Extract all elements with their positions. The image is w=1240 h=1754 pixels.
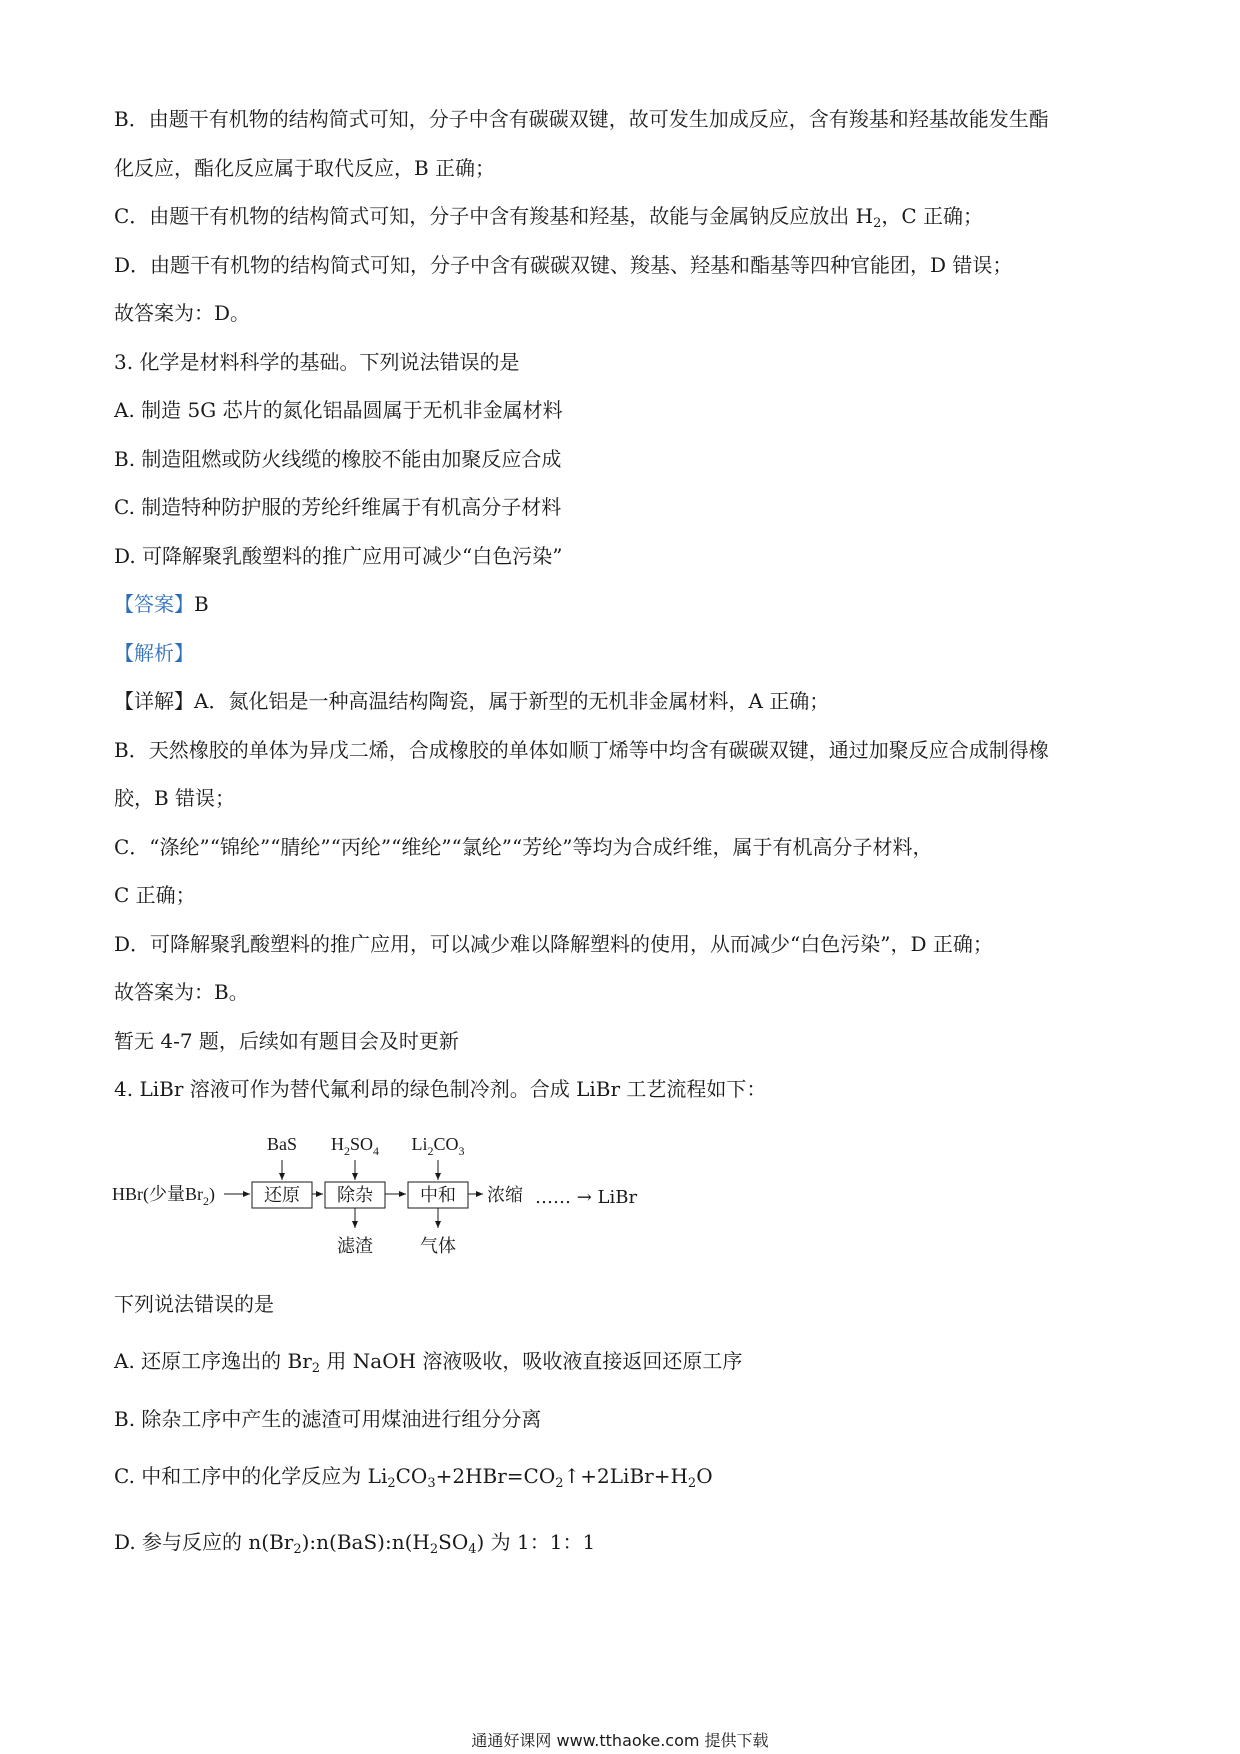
- flow-svg: [112, 1130, 532, 1270]
- option-a: A. 制造 5G 芯片的氮化铝晶圆属于无机非金属材料: [114, 398, 563, 422]
- reagent-li2co3: [411, 1134, 464, 1158]
- q4-option-d: [114, 1528, 595, 1564]
- t: A. 还原工序逸出的 Br: [114, 1349, 312, 1373]
- t: D. 参与反应的 n(Br: [114, 1530, 294, 1554]
- process-flow-diagram: [112, 1130, 532, 1270]
- text-line: 化反应，酯化反应属于取代反应，B 正确；: [114, 156, 496, 180]
- text-line: B．由题干有机物的结构简式可知，分子中含有碳碳双键，故可发生加成反应，含有羧基和羟基故能发生酯: [114, 107, 1049, 131]
- text-line: [114, 202, 983, 238]
- answer-label: 【答案】: [114, 592, 194, 616]
- option-d: D. 可降解聚乳酸塑料的推广应用可减少“白色污染”: [114, 544, 563, 568]
- reagent-bas: BaS: [266, 1134, 298, 1154]
- q4-option-c: [114, 1462, 713, 1498]
- text-line: D．由题干有机物的结构简式可知，分子中含有碳碳双键、羧基、羟基和酯基等四种官能团，D 错误；: [114, 253, 1013, 277]
- sub: 2: [203, 1194, 209, 1208]
- t: O: [696, 1464, 713, 1488]
- text-line: 故答案为：D。: [114, 301, 251, 325]
- subscript: 2: [873, 216, 882, 231]
- question-4-prompt: 下列说法错误的是: [114, 1292, 274, 1316]
- analysis-label: 【解析】: [114, 641, 194, 665]
- question-3-stem: 3. 化学是材料科学的基础。下列说法错误的是: [114, 350, 520, 374]
- output-residue: 滤渣: [337, 1236, 373, 1256]
- text-part: C．由题干有机物的结构简式可知，分子中含有羧基和羟基，故能与金属钠反应放出 H: [114, 204, 874, 228]
- t: ↑+2LiBr+H: [563, 1464, 688, 1488]
- answer-value: B: [194, 592, 209, 616]
- detail-b2: 胶，B 错误；: [114, 786, 236, 810]
- sub: 4: [468, 1542, 477, 1557]
- text-part: ，C 正确；: [881, 204, 984, 228]
- sub: 2: [687, 1476, 697, 1491]
- t: Li: [411, 1134, 428, 1154]
- page-footer: 通通好课网 www.tthaoke.com 提供下载: [471, 1731, 769, 1750]
- t: C. 中和工序中的化学反应为 Li: [114, 1464, 388, 1488]
- t: CO: [433, 1134, 459, 1154]
- box-neutralization-label: 中和: [420, 1185, 456, 1205]
- sub: 2: [387, 1476, 396, 1491]
- t: SO: [438, 1530, 469, 1554]
- sub: 2: [311, 1361, 321, 1376]
- reagent-h2so4: [331, 1134, 379, 1158]
- flow-concentrate: 浓缩: [487, 1185, 523, 1205]
- t: 用 NaOH 溶液吸收，吸收液直接返回还原工序: [320, 1349, 743, 1373]
- flow-start: [112, 1184, 215, 1208]
- sub: 2: [293, 1542, 302, 1557]
- detail-text: A．氮化铝是一种高温结构陶瓷，属于新型的无机非金属材料，A 正确；: [194, 689, 830, 713]
- t: HBr(少量Br: [112, 1184, 203, 1204]
- sub: 2: [343, 1144, 350, 1158]
- t: SO: [349, 1134, 374, 1154]
- flow-tail: …… → LiBr: [535, 1187, 638, 1208]
- sub: 2: [429, 1542, 439, 1557]
- t: CO: [395, 1464, 428, 1488]
- q4-option-b: B. 除杂工序中产生的滤渣可用煤油进行组分分离: [114, 1407, 542, 1431]
- conclusion: 故答案为：B。: [114, 980, 249, 1004]
- t: H: [330, 1134, 344, 1154]
- update-note: 暂无 4-7 题，后续如有题目会及时更新: [114, 1029, 459, 1053]
- sub: 4: [373, 1144, 380, 1158]
- flow-product: LiBr: [597, 1187, 638, 1208]
- output-gas: 气体: [420, 1236, 456, 1256]
- t: +2HBr=CO: [435, 1464, 556, 1488]
- detail-c2: C 正确；: [114, 883, 196, 907]
- answer-line: [114, 590, 209, 618]
- option-b: B. 制造阻燃或防火线缆的橡胶不能由加聚反应合成: [114, 447, 562, 471]
- sub: 3: [458, 1144, 465, 1158]
- detail-a: [114, 687, 829, 715]
- t: ): [209, 1184, 215, 1204]
- t: ) 为 1：1：1: [476, 1530, 596, 1554]
- q4-option-a: [114, 1347, 742, 1383]
- sub: 2: [427, 1144, 434, 1158]
- box-reduction-label: 还原: [264, 1185, 300, 1205]
- sub: 3: [427, 1476, 436, 1491]
- t: ):n(BaS):n(H: [301, 1530, 430, 1554]
- flow-dots: ……: [535, 1187, 571, 1208]
- option-c: C. 制造特种防护服的芳纶纤维属于有机高分子材料: [114, 495, 562, 519]
- box-purification-label: 除杂: [337, 1185, 373, 1205]
- detail-b1: B．天然橡胶的单体为异戊二烯，合成橡胶的单体如顺丁烯等中均含有碳碳双键，通过加聚反应合成制得橡: [114, 738, 1049, 762]
- detail-c1: C．“涤纶”“锦纶”“腈纶”“丙纶”“维纶”“氯纶”“芳纶”等均为合成纤维，属于有机高分子材料，: [114, 835, 933, 859]
- detail-label: 【详解】: [114, 689, 194, 713]
- sub: 2: [555, 1476, 564, 1491]
- question-4-stem: 4. LiBr 溶液可作为替代氟利昂的绿色制冷剂。合成 LiBr 工艺流程如下：: [114, 1077, 767, 1101]
- detail-d: D．可降解聚乳酸塑料的推广应用，可以减少难以降解塑料的使用，从而减少“白色污染”，D 正确；: [114, 932, 993, 956]
